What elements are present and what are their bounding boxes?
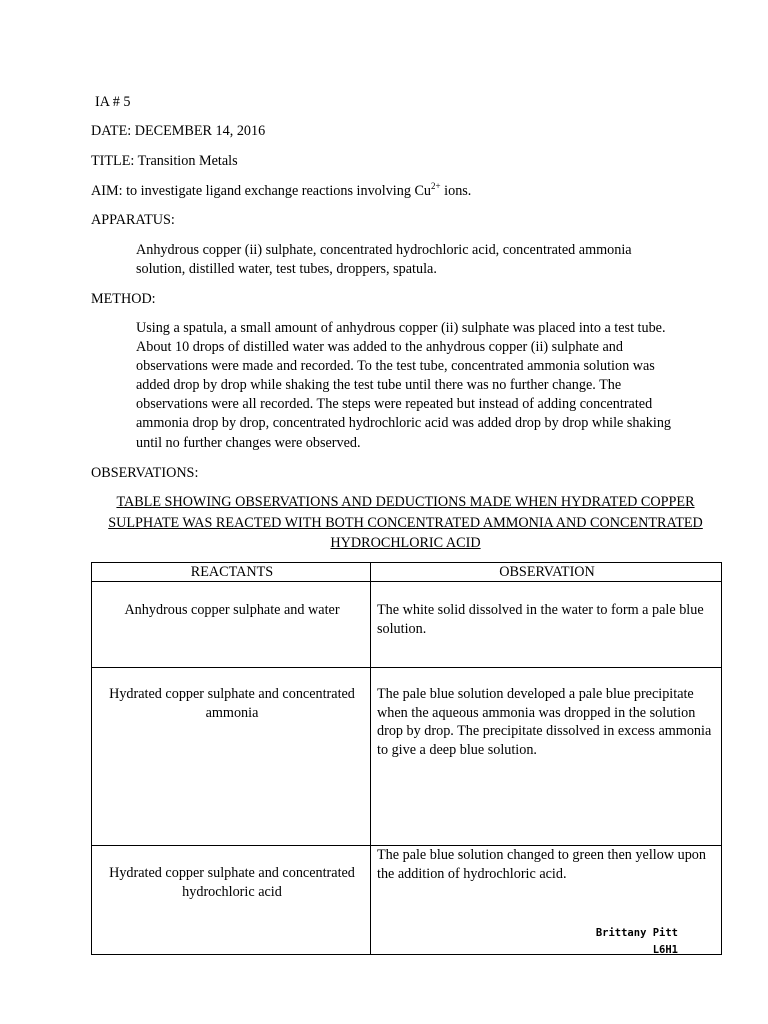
method-text: Using a spatula, a small amount of anhydrous copper (ii) sulphate was placed into a test tube. About 10 drops of distilled water was added to the anhydrous copper (ii) sulphate and observations were made and recorded. To the test tube, concentrated ammonia solution was added drop by drop while shaking the test tube until there was no further change. The observations were all recorded. The steps were repeated but instead of adding concentrated ammonia drop by drop, concentrated hydrochloric acid was added drop by drop while shaking until no further changes were observed. — [136, 320, 672, 451]
method-heading: METHOD: — [91, 291, 156, 307]
observations-table — [91, 562, 722, 955]
observation-cell: The white solid dissolved in the water to form a pale blue solution. — [371, 582, 722, 668]
report-aim — [91, 182, 471, 200]
reactants-cell: Hydrated copper sulphate and concentrated ammonia — [92, 668, 371, 846]
reactants-cell: Anhydrous copper sulphate and water — [92, 582, 371, 668]
observation-cell: The pale blue solution changed to green then yellow upon the addition of hydrochloric acid. — [371, 846, 722, 955]
aim-suffix: ions. — [440, 183, 472, 199]
author-class: L6H1 — [652, 944, 678, 956]
apparatus-heading: APPARATUS: — [91, 212, 175, 228]
observation-cell: The pale blue solution developed a pale blue precipitate when the aqueous ammonia was dropped in the solution drop by drop. The precipitate dissolved in excess ammonia to give a deep blue solution. — [371, 668, 722, 846]
author-name: Brittany Pitt — [595, 927, 678, 939]
observations-heading: OBSERVATIONS: — [91, 465, 199, 481]
aim-text: AIM: to investigate ligand exchange reactions involving Cu — [91, 183, 432, 199]
column-header-observation: OBSERVATION — [371, 563, 722, 582]
apparatus-text: Anhydrous copper (ii) sulphate, concentrated hydrochloric acid, concentrated ammonia solution, distilled water, test tubes, droppers, spatula. — [136, 242, 632, 278]
ia-number: IA # 5 — [95, 94, 131, 110]
table-caption: TABLE SHOWING OBSERVATIONS AND DEDUCTIONS MADE WHEN HYDRATED COPPER SULPHATE WAS REACTED WITH BOTH CONCENTRATED AMMONIA AND CONCENTRATED HYDROCHLORIC ACID — [108, 494, 703, 551]
report-date: DATE: DECEMBER 14, 2016 — [91, 123, 266, 139]
table-row — [92, 582, 722, 668]
report-title: TITLE: Transition Metals — [91, 153, 238, 169]
reactants-cell: Hydrated copper sulphate and concentrated hydrochloric acid — [92, 846, 371, 955]
column-header-reactants: REACTANTS — [92, 563, 371, 582]
table-row — [92, 668, 722, 846]
table-header-row — [92, 563, 722, 582]
aim-superscript: 2+ — [431, 181, 441, 191]
